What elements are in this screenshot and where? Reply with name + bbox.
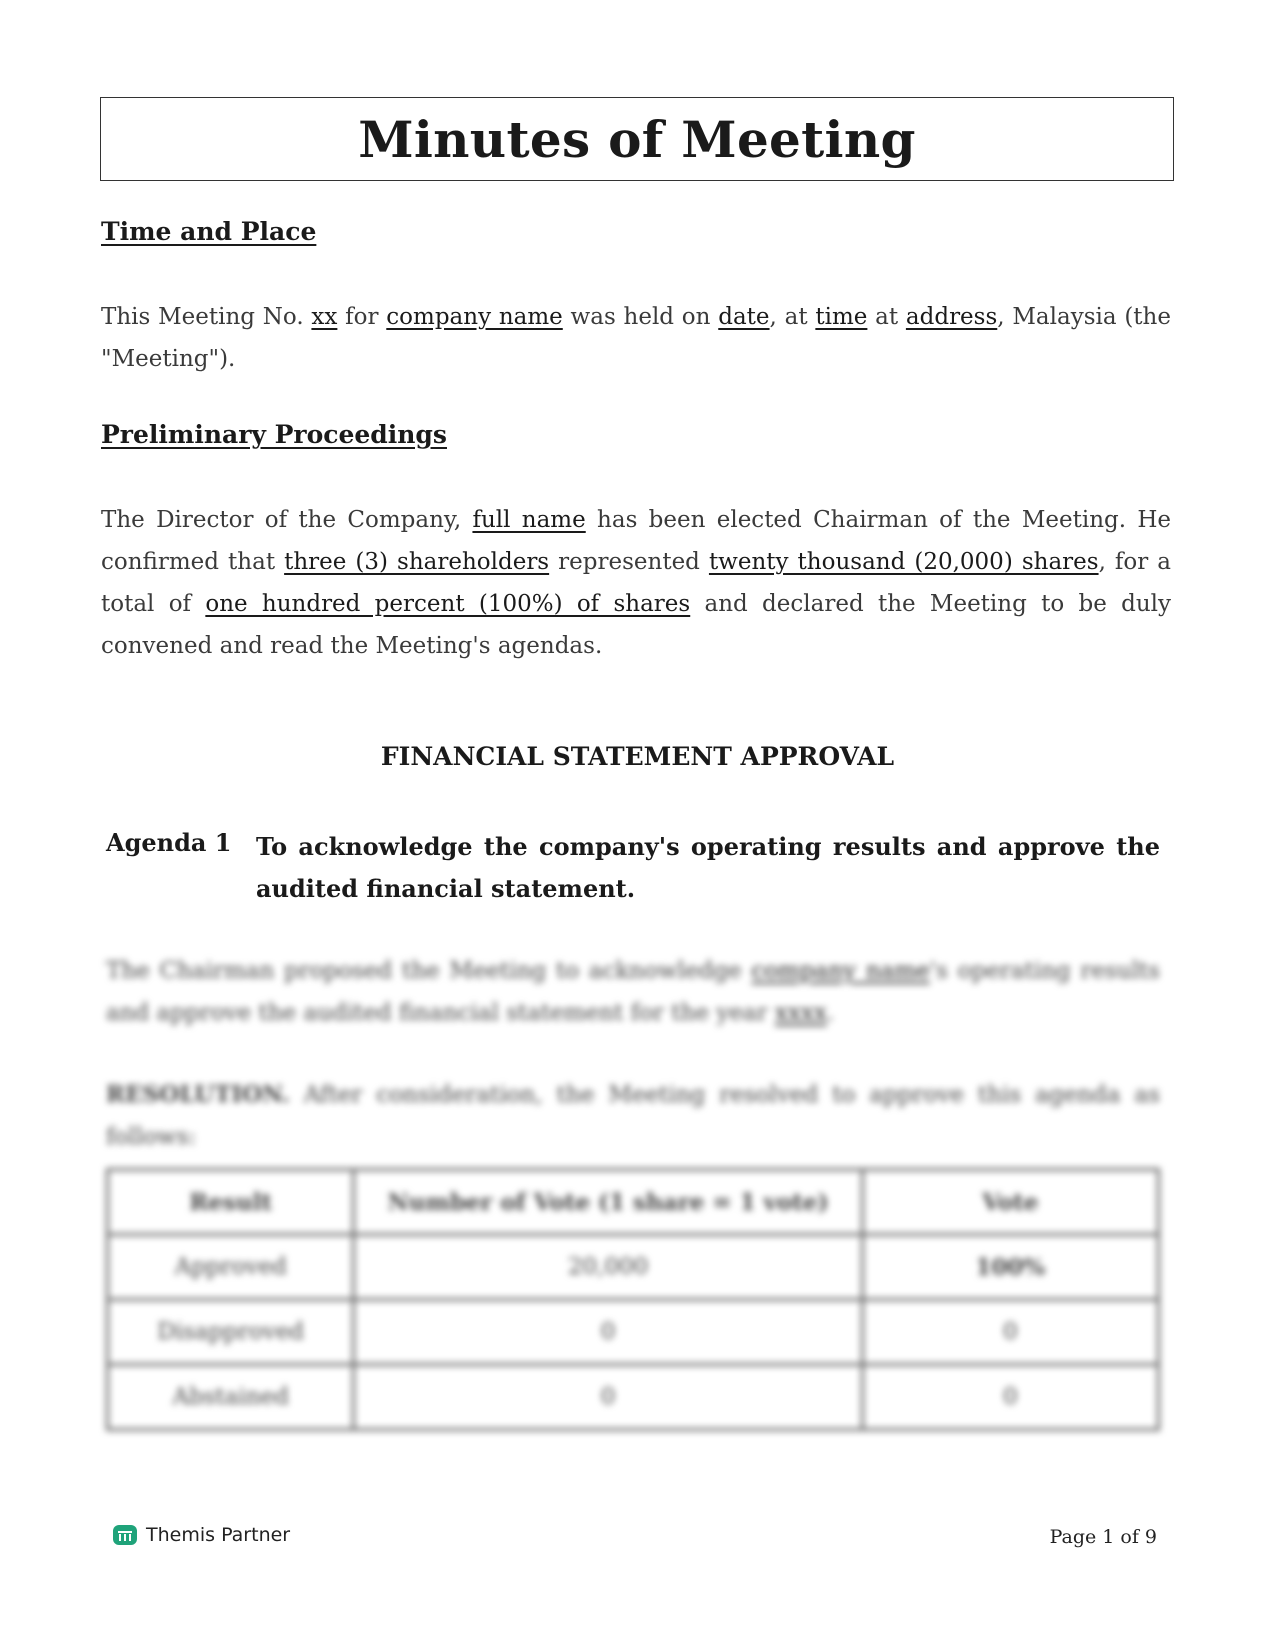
- cell-vote: 0: [862, 1300, 1158, 1365]
- vote-table: [106, 1168, 1160, 1431]
- percent-field: one hundred percent (100%) of shares: [205, 591, 691, 617]
- cell-result: Abstained: [108, 1365, 354, 1430]
- company-name-field: company name: [386, 304, 563, 330]
- proposal-company-name: company name: [751, 958, 930, 984]
- cell-vote: 0: [862, 1365, 1158, 1430]
- table-row: [108, 1365, 1159, 1430]
- date-field: date: [718, 304, 770, 330]
- proposal-year: xxxx: [774, 1000, 827, 1026]
- cell-votes: 0: [354, 1300, 862, 1365]
- time-and-place-paragraph: This Meeting No. xx for company name was held on date, at time at address, Malaysia (the "Meeting").: [101, 304, 1171, 372]
- time-field: time: [815, 304, 868, 330]
- proposal-paragraph: The Chairman proposed the Meeting to acknowledge company name's operating results and approve the audited financial statement for the year xxxx.: [106, 958, 1160, 1026]
- cell-vote: 100%: [862, 1235, 1158, 1300]
- themis-logo-icon: [112, 1524, 138, 1546]
- agenda-label: Agenda 1: [106, 828, 232, 857]
- resolution-label: RESOLUTION.: [106, 1081, 290, 1108]
- page-number: Page 1 of 9: [1049, 1526, 1157, 1548]
- heading-time-and-place: Time and Place: [101, 217, 317, 246]
- header-vote: Vote: [862, 1170, 1158, 1235]
- footer-brand-name: Themis Partner: [146, 1524, 291, 1546]
- address-field: address: [905, 304, 998, 330]
- meeting-number-field: xx: [311, 304, 338, 330]
- table-row: [108, 1235, 1159, 1300]
- title-box: [100, 97, 1174, 181]
- header-result: Result: [108, 1170, 354, 1235]
- table-row: [108, 1300, 1159, 1365]
- footer-brand: [112, 1524, 290, 1546]
- full-name-field: full name: [472, 507, 586, 533]
- preliminary-paragraph: The Director of the Company, full name has been elected Chairman of the Meeting. He confirmed that three (3) shareholders represented twenty thousand (20,000) shares, for a total of one hundred percent (100%) of shares and declared the Meeting to be duly convened and read the Meeting's agendas.: [101, 507, 1172, 659]
- cell-votes: 20,000: [354, 1235, 862, 1300]
- cell-result: Approved: [108, 1235, 354, 1300]
- table-header-row: [108, 1170, 1159, 1235]
- agenda-text: To acknowledge the company's operating results and approve the audited financial statement.: [256, 832, 1160, 903]
- cell-result: Disapproved: [108, 1300, 354, 1365]
- shares-field: twenty thousand (20,000) shares: [708, 549, 1099, 575]
- heading-preliminary-proceedings: Preliminary Proceedings: [101, 420, 447, 449]
- shareholders-field: three (3) shareholders: [284, 549, 550, 575]
- cell-votes: 0: [354, 1365, 862, 1430]
- resolution-paragraph: RESOLUTION. After consideration, the Meeting resolved to approve this agenda as follows:: [106, 1081, 1160, 1150]
- header-number-of-vote: Number of Vote (1 share = 1 vote): [354, 1170, 862, 1235]
- document-title: Minutes of Meeting: [358, 109, 916, 169]
- section-title: FINANCIAL STATEMENT APPROVAL: [380, 742, 895, 771]
